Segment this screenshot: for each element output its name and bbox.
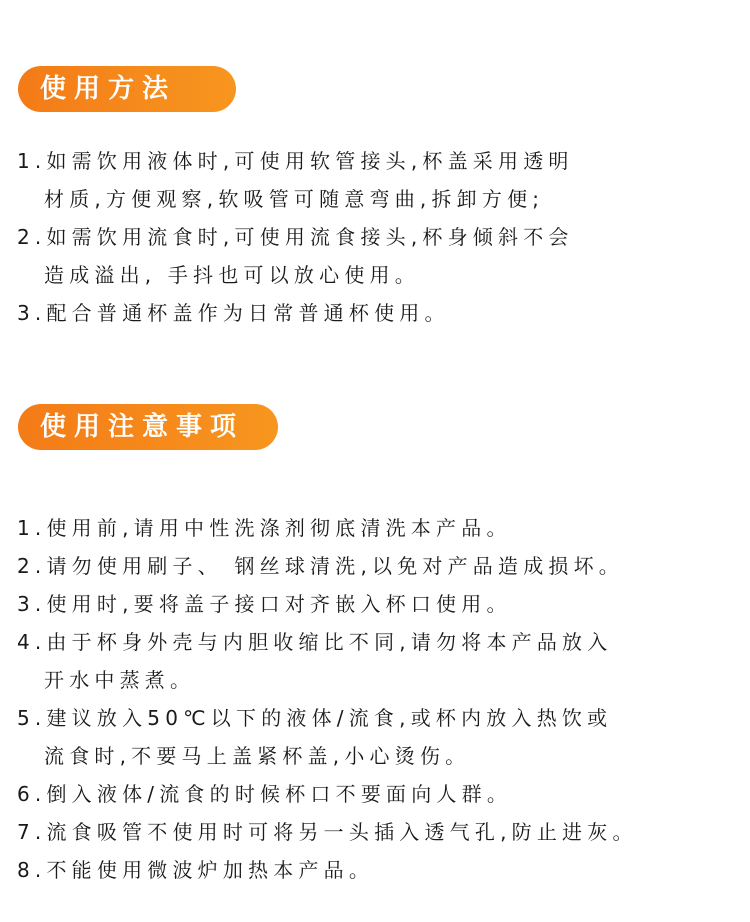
usage-item-1-line2: 材质,方便观察,软吸管可随意弯曲,拆卸方便;	[44, 187, 545, 211]
usage-list	[17, 142, 574, 332]
precaution-item-8-line1: 8.不能使用微波炉加热本产品。	[17, 858, 375, 882]
usage-item-1-line1: 1.如需饮用液体时,可使用软管接头,杯盖采用透明	[17, 149, 574, 173]
precaution-item-4	[17, 623, 638, 699]
precaution-item-1	[17, 509, 638, 547]
section-header-precautions	[18, 404, 278, 450]
usage-item-2	[17, 218, 574, 294]
precaution-item-7	[17, 813, 638, 851]
precaution-item-4-line2: 开水中蒸煮。	[44, 668, 196, 692]
section-title-usage: 使用方法	[40, 74, 177, 104]
usage-item-2-line2: 造成溢出, 手抖也可以放心使用。	[44, 263, 420, 287]
precaution-item-3	[17, 585, 638, 623]
section-header-usage	[18, 66, 236, 112]
precaution-item-8	[17, 851, 638, 889]
usage-item-3-line1: 3.配合普通杯盖作为日常普通杯使用。	[17, 301, 450, 325]
precaution-item-6	[17, 775, 638, 813]
precaution-item-1-line1: 1.使用前,请用中性洗涤剂彻底清洗本产品。	[17, 516, 512, 540]
usage-item-1	[17, 142, 574, 218]
precautions-list	[17, 509, 638, 889]
precaution-item-4-line1: 4.由于杯身外壳与内胆收缩比不同,请勿将本产品放入	[17, 630, 613, 654]
precaution-item-7-line1: 7.流食吸管不使用时可将另一头插入透气孔,防止进灰。	[17, 820, 638, 844]
precaution-item-3-line1: 3.使用时,要将盖子接口对齐嵌入杯口使用。	[17, 592, 512, 616]
precaution-item-5	[17, 699, 638, 775]
usage-item-3	[17, 294, 574, 332]
section-title-precautions: 使用注意事项	[40, 412, 245, 442]
precaution-item-5-line1: 5.建议放入50℃以下的液体/流食,或杯内放入热饮或	[17, 706, 613, 730]
precaution-item-6-line1: 6.倒入液体/流食的时候杯口不要面向人群。	[17, 782, 513, 806]
precaution-item-5-line2: 流食时,不要马上盖紧杯盖,小心烫伤。	[44, 744, 471, 768]
precaution-item-2-line1: 2.请勿使用刷子、 钢丝球清洗,以免对产品造成损坏。	[17, 554, 624, 578]
precaution-item-2	[17, 547, 638, 585]
usage-item-2-line1: 2.如需饮用流食时,可使用流食接头,杯身倾斜不会	[17, 225, 574, 249]
